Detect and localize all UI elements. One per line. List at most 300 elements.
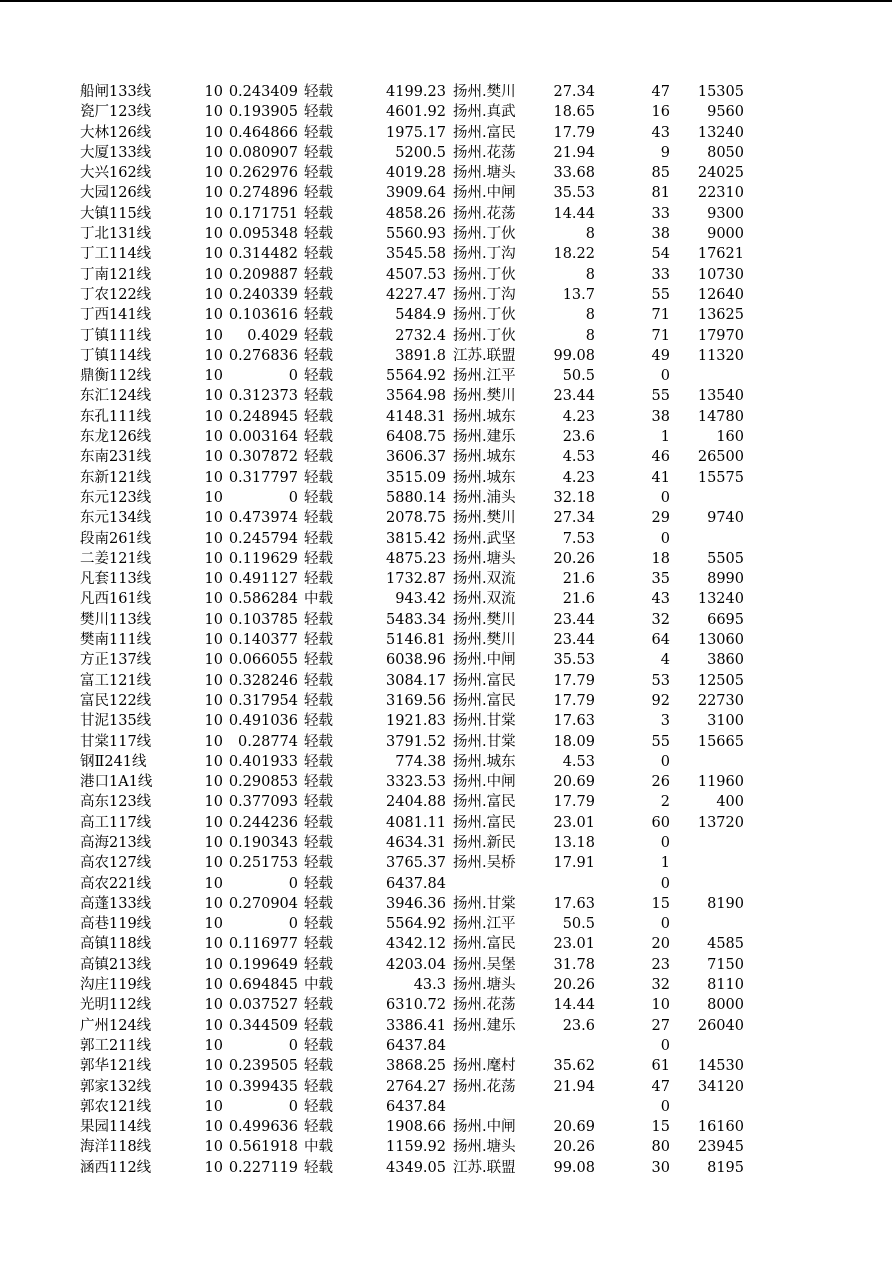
table-row — [0, 1158, 892, 1178]
length-cell: 31.78 — [553, 956, 595, 973]
margin-value-cell: 6437.84 — [386, 1098, 446, 1115]
count-cell: 9 — [660, 144, 670, 161]
line-name-cell: 沟庄119线 — [80, 977, 152, 994]
margin-value-cell: 943.42 — [395, 591, 446, 608]
capacity-cell: 15575 — [697, 469, 744, 486]
substation-cell: 扬州.樊川 — [453, 611, 516, 628]
count-cell: 80 — [651, 1139, 670, 1156]
table-row — [0, 285, 892, 305]
table-row — [0, 813, 892, 833]
capacity-cell: 8195 — [707, 1159, 744, 1176]
margin-value-cell: 6310.72 — [386, 997, 446, 1014]
substation-cell: 扬州.甘棠 — [453, 895, 516, 912]
voltage-cell: 10 — [204, 429, 223, 446]
count-cell: 49 — [651, 347, 670, 364]
margin-value-cell: 5146.81 — [386, 632, 446, 649]
capacity-cell: 14530 — [697, 1058, 744, 1075]
load-status-cell: 轻载 — [304, 550, 333, 567]
line-name-cell: 瓷厂123线 — [80, 104, 152, 121]
count-cell: 0 — [660, 834, 670, 851]
margin-value-cell: 3606.37 — [386, 449, 446, 466]
load-ratio-cell: 0.240339 — [228, 286, 298, 303]
load-ratio-cell: 0 — [288, 368, 298, 385]
margin-value-cell: 4601.92 — [386, 104, 446, 121]
substation-cell: 扬州.富民 — [453, 124, 516, 141]
voltage-cell: 10 — [204, 469, 223, 486]
load-status-cell: 中载 — [304, 1139, 333, 1156]
voltage-cell: 10 — [204, 144, 223, 161]
count-cell: 47 — [651, 1078, 670, 1095]
margin-value-cell: 3815.42 — [386, 530, 446, 547]
voltage-cell: 10 — [204, 266, 223, 283]
voltage-cell: 10 — [204, 205, 223, 222]
load-ratio-cell: 0.290853 — [228, 774, 298, 791]
count-cell: 85 — [651, 165, 670, 182]
load-ratio-cell: 0 — [288, 916, 298, 933]
count-cell: 23 — [651, 956, 670, 973]
count-cell: 64 — [651, 632, 670, 649]
table-row — [0, 1016, 892, 1036]
length-cell: 23.44 — [553, 632, 595, 649]
line-name-cell: 光明112线 — [80, 997, 152, 1014]
line-name-cell: 大园126线 — [80, 185, 152, 202]
count-cell: 55 — [651, 388, 670, 405]
line-name-cell: 东南231线 — [80, 449, 152, 466]
count-cell: 0 — [660, 875, 670, 892]
load-status-cell: 轻载 — [304, 144, 333, 161]
capacity-cell: 16160 — [697, 1119, 744, 1136]
load-ratio-cell: 0.095348 — [228, 226, 298, 243]
line-name-cell: 丁南121线 — [80, 266, 152, 283]
line-name-cell: 郭农121线 — [80, 1098, 152, 1115]
capacity-cell: 13240 — [697, 591, 744, 608]
voltage-cell: 10 — [204, 165, 223, 182]
line-name-cell: 涵西112线 — [80, 1159, 152, 1176]
substation-cell: 扬州.塘头 — [453, 550, 516, 567]
table-row — [0, 630, 892, 650]
line-name-cell: 东新121线 — [80, 469, 152, 486]
length-cell: 8 — [585, 266, 595, 283]
load-ratio-cell: 0.586284 — [228, 591, 298, 608]
load-ratio-cell: 0.491036 — [228, 713, 298, 730]
substation-cell: 扬州.塘头 — [453, 977, 516, 994]
load-ratio-cell: 0 — [288, 1037, 298, 1054]
margin-value-cell: 1975.17 — [386, 124, 446, 141]
load-ratio-cell: 0.314482 — [228, 246, 298, 263]
table-row — [0, 143, 892, 163]
voltage-cell: 10 — [204, 1098, 223, 1115]
load-ratio-cell: 0.243409 — [228, 84, 298, 100]
count-cell: 0 — [660, 916, 670, 933]
count-cell: 3 — [660, 713, 670, 730]
load-status-cell: 轻载 — [304, 226, 333, 243]
voltage-cell: 10 — [204, 834, 223, 851]
load-ratio-cell: 0.377093 — [228, 794, 298, 811]
substation-cell: 扬州.吴桥 — [453, 855, 516, 872]
voltage-cell: 10 — [204, 388, 223, 405]
capacity-cell: 8050 — [707, 144, 744, 161]
margin-value-cell: 4875.23 — [386, 550, 446, 567]
load-status-cell: 轻载 — [304, 408, 333, 425]
substation-cell: 扬州.城东 — [453, 449, 516, 466]
load-ratio-cell: 0.199649 — [228, 956, 298, 973]
table-row — [0, 488, 892, 508]
voltage-cell: 10 — [204, 895, 223, 912]
substation-cell: 扬州.吴堡 — [453, 956, 516, 973]
capacity-cell: 17970 — [697, 327, 744, 344]
load-status-cell: 轻载 — [304, 774, 333, 791]
substation-cell: 扬州.丁沟 — [453, 246, 516, 263]
capacity-cell: 9300 — [707, 205, 744, 222]
line-name-cell: 樊川113线 — [80, 611, 152, 628]
table-row — [0, 671, 892, 691]
capacity-cell: 9560 — [707, 104, 744, 121]
load-ratio-cell: 0.491127 — [228, 571, 298, 588]
load-ratio-cell: 0.239505 — [228, 1058, 298, 1075]
load-status-cell: 轻载 — [304, 855, 333, 872]
margin-value-cell: 5560.93 — [386, 226, 446, 243]
count-cell: 0 — [660, 489, 670, 506]
load-ratio-cell: 0.209887 — [228, 266, 298, 283]
line-name-cell: 郭家132线 — [80, 1078, 152, 1095]
voltage-cell: 10 — [204, 936, 223, 953]
capacity-cell: 14780 — [697, 408, 744, 425]
line-name-cell: 高镇213线 — [80, 956, 152, 973]
length-cell: 23.01 — [553, 814, 595, 831]
line-name-cell: 段南261线 — [80, 530, 152, 547]
substation-cell: 扬州.新民 — [453, 834, 516, 851]
table-row — [0, 447, 892, 467]
substation-cell: 扬州.中闸 — [453, 1119, 516, 1136]
margin-value-cell: 2404.88 — [386, 794, 446, 811]
substation-cell: 扬州.江平 — [453, 916, 516, 933]
voltage-cell: 10 — [204, 1058, 223, 1075]
capacity-cell: 15305 — [697, 84, 744, 100]
substation-cell: 扬州.中闸 — [453, 652, 516, 669]
count-cell: 32 — [651, 611, 670, 628]
count-cell: 0 — [660, 1037, 670, 1054]
load-ratio-cell: 0.116977 — [228, 936, 298, 953]
margin-value-cell: 3946.36 — [386, 895, 446, 912]
line-name-cell: 凡套113线 — [80, 571, 152, 588]
table-row — [0, 508, 892, 528]
line-name-cell: 丁镇114线 — [80, 347, 152, 364]
load-status-cell: 轻载 — [304, 713, 333, 730]
margin-value-cell: 4858.26 — [386, 205, 446, 222]
table-row — [0, 82, 892, 102]
capacity-cell: 12505 — [697, 672, 744, 689]
load-status-cell: 轻载 — [304, 672, 333, 689]
load-status-cell: 轻载 — [304, 814, 333, 831]
count-cell: 46 — [651, 449, 670, 466]
length-cell: 50.5 — [562, 916, 595, 933]
line-name-cell: 海洋118线 — [80, 1139, 152, 1156]
table-row — [0, 610, 892, 630]
voltage-cell: 10 — [204, 692, 223, 709]
table-row — [0, 650, 892, 670]
margin-value-cell: 4349.05 — [386, 1159, 446, 1176]
margin-value-cell: 6038.96 — [386, 652, 446, 669]
voltage-cell: 10 — [204, 510, 223, 527]
substation-cell: 扬州.花荡 — [453, 1078, 516, 1095]
load-status-cell: 轻载 — [304, 632, 333, 649]
table-row — [0, 326, 892, 346]
load-status-cell: 中载 — [304, 591, 333, 608]
substation-cell: 扬州.城东 — [453, 753, 516, 770]
capacity-cell: 13625 — [697, 307, 744, 324]
capacity-cell: 3860 — [707, 652, 744, 669]
capacity-cell: 10730 — [697, 266, 744, 283]
capacity-cell: 15665 — [697, 733, 744, 750]
load-ratio-cell: 0.328246 — [228, 672, 298, 689]
margin-value-cell: 3084.17 — [386, 672, 446, 689]
margin-value-cell: 1908.66 — [386, 1119, 446, 1136]
capacity-cell: 23945 — [697, 1139, 744, 1156]
margin-value-cell: 43.3 — [413, 977, 446, 994]
load-ratio-cell: 0.317797 — [228, 469, 298, 486]
line-name-cell: 大镇115线 — [80, 205, 152, 222]
load-ratio-cell: 0.464866 — [228, 124, 298, 141]
length-cell: 18.09 — [553, 733, 595, 750]
table-row — [0, 955, 892, 975]
load-ratio-cell: 0.245794 — [228, 530, 298, 547]
capacity-cell: 7150 — [707, 956, 744, 973]
count-cell: 27 — [651, 1017, 670, 1034]
line-name-cell: 甘棠117线 — [80, 733, 152, 750]
voltage-cell: 10 — [204, 327, 223, 344]
load-ratio-cell: 0.227119 — [228, 1159, 298, 1176]
load-ratio-cell: 0.312373 — [228, 388, 298, 405]
substation-cell: 扬州.塘头 — [453, 165, 516, 182]
voltage-cell: 10 — [204, 84, 223, 100]
table-row — [0, 407, 892, 427]
length-cell: 23.01 — [553, 936, 595, 953]
load-status-cell: 轻载 — [304, 124, 333, 141]
page-top-border — [0, 0, 892, 2]
voltage-cell: 10 — [204, 997, 223, 1014]
capacity-cell: 13060 — [697, 632, 744, 649]
count-cell: 71 — [651, 307, 670, 324]
voltage-cell: 10 — [204, 774, 223, 791]
substation-cell: 江苏.联盟 — [453, 347, 516, 364]
voltage-cell: 10 — [204, 489, 223, 506]
load-status-cell: 轻载 — [304, 936, 333, 953]
load-ratio-cell: 0.274896 — [228, 185, 298, 202]
load-ratio-cell: 0.270904 — [228, 895, 298, 912]
capacity-cell: 11960 — [697, 774, 744, 791]
load-ratio-cell: 0.262976 — [228, 165, 298, 182]
table-row — [0, 1097, 892, 1117]
length-cell: 8 — [585, 226, 595, 243]
capacity-cell: 5505 — [707, 550, 744, 567]
capacity-cell: 26500 — [697, 449, 744, 466]
table-row — [0, 894, 892, 914]
load-ratio-cell: 0.276836 — [228, 347, 298, 364]
capacity-cell: 4585 — [707, 936, 744, 953]
load-ratio-cell: 0.561918 — [228, 1139, 298, 1156]
line-name-cell: 丁工114线 — [80, 246, 152, 263]
capacity-cell: 17621 — [697, 246, 744, 263]
substation-cell: 扬州.江平 — [453, 368, 516, 385]
length-cell: 35.53 — [553, 185, 595, 202]
capacity-cell: 13720 — [697, 814, 744, 831]
table-row — [0, 123, 892, 143]
length-cell: 4.23 — [562, 469, 595, 486]
capacity-cell: 8000 — [707, 997, 744, 1014]
voltage-cell: 10 — [204, 408, 223, 425]
line-name-cell: 大兴162线 — [80, 165, 152, 182]
voltage-cell: 10 — [204, 753, 223, 770]
margin-value-cell: 3515.09 — [386, 469, 446, 486]
length-cell: 18.22 — [553, 246, 595, 263]
load-status-cell: 轻载 — [304, 1058, 333, 1075]
margin-value-cell: 5564.92 — [386, 368, 446, 385]
table-row — [0, 732, 892, 752]
load-status-cell: 轻载 — [304, 530, 333, 547]
margin-value-cell: 3891.8 — [395, 347, 446, 364]
count-cell: 43 — [651, 591, 670, 608]
length-cell: 32.18 — [553, 489, 595, 506]
table-row — [0, 853, 892, 873]
load-status-cell: 轻载 — [304, 916, 333, 933]
load-ratio-cell: 0.140377 — [228, 632, 298, 649]
voltage-cell: 10 — [204, 814, 223, 831]
length-cell: 23.6 — [562, 1017, 595, 1034]
length-cell: 21.94 — [553, 1078, 595, 1095]
substation-cell: 扬州.中闸 — [453, 774, 516, 791]
voltage-cell: 10 — [204, 1159, 223, 1176]
voltage-cell: 10 — [204, 733, 223, 750]
length-cell: 23.6 — [562, 429, 595, 446]
table-row — [0, 183, 892, 203]
load-ratio-cell: 0.003164 — [228, 429, 298, 446]
load-ratio-cell: 0.080907 — [228, 144, 298, 161]
length-cell: 23.44 — [553, 388, 595, 405]
substation-cell: 扬州.麾村 — [453, 1058, 516, 1075]
load-status-cell: 轻载 — [304, 185, 333, 202]
margin-value-cell: 1732.87 — [386, 571, 446, 588]
count-cell: 47 — [651, 84, 670, 100]
length-cell: 17.63 — [553, 713, 595, 730]
load-status-cell: 轻载 — [304, 652, 333, 669]
substation-cell: 扬州.浦头 — [453, 489, 516, 506]
length-cell: 17.79 — [553, 692, 595, 709]
capacity-cell: 24025 — [697, 165, 744, 182]
substation-cell: 扬州.樊川 — [453, 388, 516, 405]
substation-cell: 扬州.富民 — [453, 794, 516, 811]
length-cell: 99.08 — [553, 1159, 595, 1176]
load-ratio-cell: 0 — [288, 875, 298, 892]
margin-value-cell: 4227.47 — [386, 286, 446, 303]
count-cell: 61 — [651, 1058, 670, 1075]
line-name-cell: 大厦133线 — [80, 144, 152, 161]
count-cell: 4 — [660, 652, 670, 669]
substation-cell: 扬州.樊川 — [453, 84, 516, 100]
voltage-cell: 10 — [204, 591, 223, 608]
count-cell: 38 — [651, 408, 670, 425]
margin-value-cell: 4203.04 — [386, 956, 446, 973]
length-cell: 14.44 — [553, 997, 595, 1014]
length-cell: 21.6 — [562, 571, 595, 588]
load-status-cell: 轻载 — [304, 733, 333, 750]
table-row — [0, 386, 892, 406]
margin-value-cell: 3323.53 — [386, 774, 446, 791]
voltage-cell: 10 — [204, 104, 223, 121]
line-name-cell: 东汇124线 — [80, 388, 152, 405]
voltage-cell: 10 — [204, 1119, 223, 1136]
load-status-cell: 轻载 — [304, 205, 333, 222]
line-name-cell: 樊南111线 — [80, 632, 152, 649]
margin-value-cell: 5200.5 — [395, 144, 446, 161]
line-name-cell: 东元134线 — [80, 510, 152, 527]
margin-value-cell: 2732.4 — [395, 327, 446, 344]
length-cell: 17.63 — [553, 895, 595, 912]
line-name-cell: 郭华121线 — [80, 1058, 152, 1075]
length-cell: 27.34 — [553, 510, 595, 527]
load-status-cell: 轻载 — [304, 1119, 333, 1136]
margin-value-cell: 6408.75 — [386, 429, 446, 446]
substation-cell: 扬州.中闸 — [453, 185, 516, 202]
load-status-cell: 轻载 — [304, 429, 333, 446]
margin-value-cell: 5484.9 — [395, 307, 446, 324]
count-cell: 20 — [651, 936, 670, 953]
count-cell: 43 — [651, 124, 670, 141]
substation-cell: 扬州.丁伙 — [453, 307, 516, 324]
length-cell: 8 — [585, 327, 595, 344]
margin-value-cell: 4148.31 — [386, 408, 446, 425]
margin-value-cell: 3791.52 — [386, 733, 446, 750]
load-status-cell: 轻载 — [304, 246, 333, 263]
table-row — [0, 975, 892, 995]
margin-value-cell: 5880.14 — [386, 489, 446, 506]
voltage-cell: 10 — [204, 286, 223, 303]
count-cell: 16 — [651, 104, 670, 121]
load-ratio-cell: 0.251753 — [228, 855, 298, 872]
count-cell: 26 — [651, 774, 670, 791]
load-status-cell: 轻载 — [304, 327, 333, 344]
load-ratio-cell: 0.244236 — [228, 814, 298, 831]
capacity-cell: 400 — [716, 794, 744, 811]
load-ratio-cell: 0.171751 — [228, 205, 298, 222]
line-name-cell: 高东123线 — [80, 794, 152, 811]
capacity-cell: 22730 — [697, 692, 744, 709]
substation-cell: 扬州.富民 — [453, 814, 516, 831]
table-row — [0, 1117, 892, 1137]
count-cell: 29 — [651, 510, 670, 527]
load-status-cell: 轻载 — [304, 834, 333, 851]
substation-cell: 扬州.丁伙 — [453, 266, 516, 283]
substation-cell: 扬州.塘头 — [453, 1139, 516, 1156]
voltage-cell: 10 — [204, 855, 223, 872]
line-name-cell: 港口1A1线 — [80, 774, 153, 791]
margin-value-cell: 3386.41 — [386, 1017, 446, 1034]
load-status-cell: 轻载 — [304, 1037, 333, 1054]
capacity-cell: 160 — [716, 429, 744, 446]
substation-cell: 扬州.武坚 — [453, 530, 516, 547]
substation-cell: 扬州.甘棠 — [453, 733, 516, 750]
table-row — [0, 366, 892, 386]
load-ratio-cell: 0.694845 — [228, 977, 298, 994]
margin-value-cell: 5564.92 — [386, 916, 446, 933]
count-cell: 1 — [660, 429, 670, 446]
table-row — [0, 874, 892, 894]
margin-value-cell: 4019.28 — [386, 165, 446, 182]
count-cell: 30 — [651, 1159, 670, 1176]
voltage-cell: 10 — [204, 956, 223, 973]
load-ratio-cell: 0.317954 — [228, 692, 298, 709]
line-name-cell: 船闸133线 — [80, 84, 152, 100]
line-name-cell: 广州124线 — [80, 1017, 152, 1034]
